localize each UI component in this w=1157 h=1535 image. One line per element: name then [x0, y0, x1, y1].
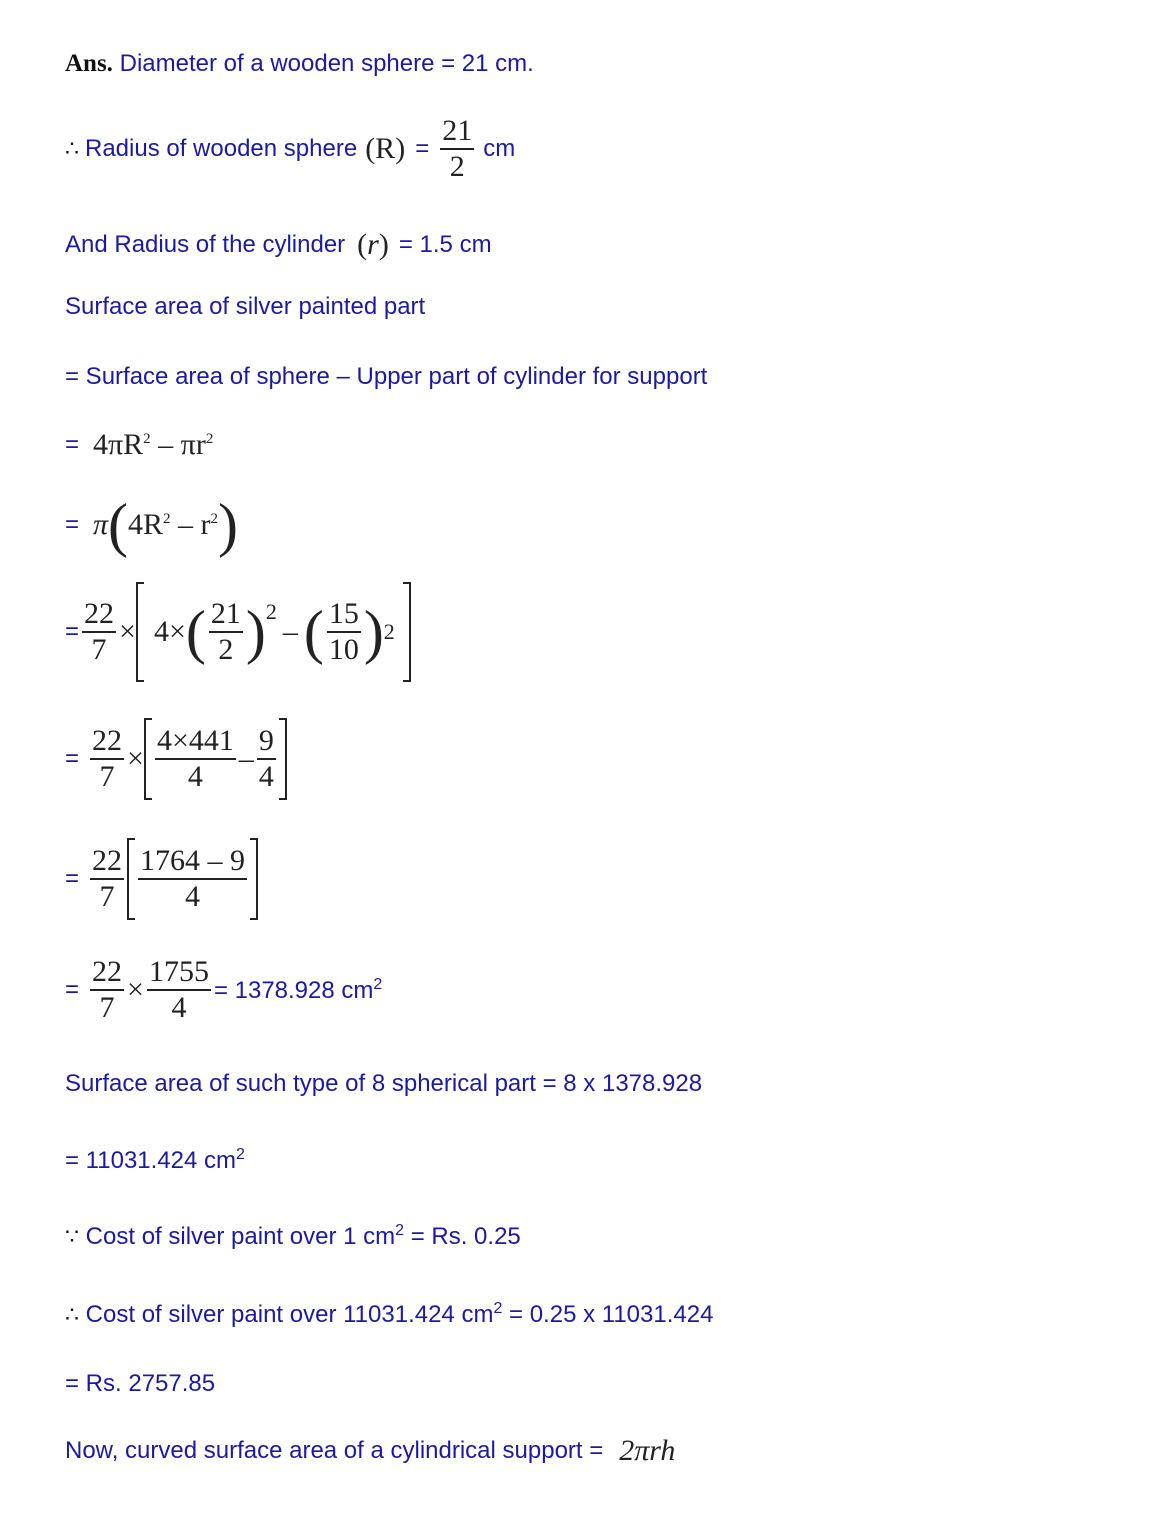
total-cost-calc: ∴ Cost of silver paint over 11031.424 $cm^2 = 0.25$ x 11031.424: [65, 1300, 714, 1328]
fraction-1755-over-4: $\frac{1755}{4}$: [148, 955, 209, 1024]
therefore-symbol: ∴: [65, 136, 79, 161]
surface-area-heading: Surface area of silver painted part: [65, 293, 426, 320]
formula-line-2: = π ( $4R^2 - r^2$ ): [65, 492, 239, 558]
fraction-numerator: 21: [442, 114, 473, 147]
radius-sphere-line: [65, 114, 515, 184]
total-area: = 11031.424 $cm^2$: [65, 1146, 245, 1174]
fraction-4x441-over-4: $\frac{4\times 441}{4}$: [156, 724, 234, 793]
fraction-denominator: 2: [449, 150, 465, 183]
because-symbol: ∵: [65, 1224, 79, 1249]
fraction-22-over-7-b: $\frac{22}{7}$: [92, 724, 123, 793]
eight-parts-area: Surface area of such type of 8 spherical part = 8 x 1378.928: [65, 1070, 703, 1097]
fraction-22-over-7-c: $\frac{22}{7}$: [92, 844, 123, 913]
formula-line-1: = $4\pi R^2 - \pi r^2$: [65, 428, 214, 461]
total-cost-result: = Rs. 2757.85: [65, 1370, 216, 1397]
formula-line-4: = $\frac{22}{7}$ × $\frac{4\times 441}{4}$ – $\frac{9}{4}$: [65, 718, 287, 800]
curved-surface-line: Now, curved surface area of a cylindrical support = 2πrh: [65, 1434, 676, 1467]
area-result: = 1378.928 $cm^2$: [213, 975, 383, 1004]
therefore-symbol-2: ∴: [65, 1302, 79, 1327]
radius-cylinder-line: [65, 228, 492, 262]
answer-line: [65, 50, 534, 78]
answer-label: Ans.: [65, 50, 113, 77]
formula-line-6: = $\frac{22}{7}$ × $\frac{1755}{4}$ = 1378.928 $cm^2$: [65, 955, 383, 1024]
radius-cylinder-text: And Radius of the cylinder: [65, 231, 346, 258]
radius-r-symbol: (r): [357, 228, 389, 261]
fraction-22-over-7-d: $\frac{22}{7}$: [92, 955, 123, 1024]
radius-cylinder-value: = 1.5 cm: [398, 231, 492, 258]
surface-area-definition: = Surface area of sphere – Upper part of cylinder for support: [65, 363, 708, 390]
radius-R-symbol: (R): [365, 132, 406, 165]
equals-sign: =: [415, 135, 430, 162]
formula-line-5: = $\frac{22}{7}$ $\frac{1764 - 9}{4}$: [65, 838, 258, 920]
fraction-21-over-2: [440, 114, 474, 184]
fraction-22-over-7: $\frac{22}{7}$: [84, 597, 115, 666]
diameter-statement: Diameter of a wooden sphere = 21 cm.: [119, 50, 534, 77]
radius-sphere-text: Radius of wooden sphere: [85, 135, 358, 162]
fraction-9-over-4: $\frac{9}{4}$: [258, 724, 274, 793]
formula-line-3: = $\frac{22}{7}$ × 4× ( $\frac{21}{2}$ ) 2 – ( $\frac{15}{10}$ ) 2: [65, 582, 411, 682]
fraction-21-over-2-b: $\frac{21}{2}$: [210, 597, 241, 666]
fraction-1764-minus-9-over-4: $\frac{1764 - 9}{4}$: [140, 844, 246, 913]
cost-per-unit: ∵ Cost of silver paint over 1 $cm^2 = Rs$. 0.25: [65, 1222, 521, 1250]
formula-2pirh: 2πrh: [619, 1434, 676, 1467]
fraction-15-over-10: $\frac{15}{10}$: [328, 597, 359, 666]
unit-cm: cm: [483, 135, 516, 162]
